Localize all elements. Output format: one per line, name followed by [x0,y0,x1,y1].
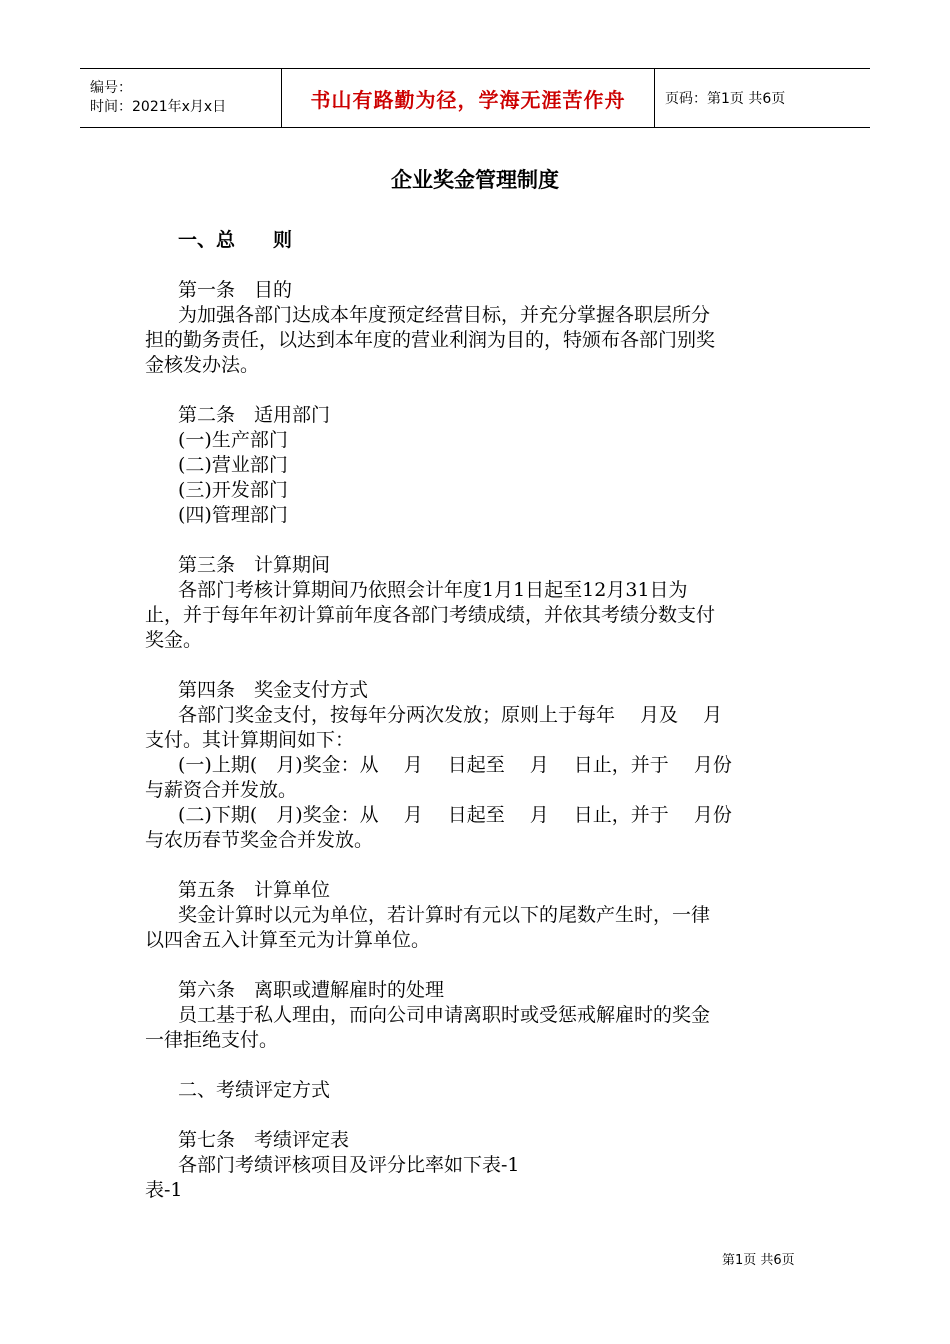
page-footer: 第1页 共6页 [722,1253,795,1268]
header-motto: 书山有路勤为径，学海无涯苦作舟 [310,87,626,112]
article-4-text: 与薪资合并发放。 [145,779,298,801]
article-7-text: 各部门考绩评核项目及评分比率如下表-1 [178,1154,520,1176]
article-6-text: 一律拒绝支付。 [145,1029,279,1051]
article-1-title: 第一条 目的 [178,279,293,301]
article-1-text: 为加强各部门达成本年度预定经营目标，并充分掌握各职层所分 [178,304,711,326]
section-heading-evaluation: 二、考绩评定方式 [178,1079,331,1101]
article-5-text: 奖金计算时以元为单位，若计算时有元以下的尾数产生时，一律 [178,904,711,926]
article-6-text: 员工基于私人理由，而向公司申请离职时或受惩戒解雇时的奖金 [178,1004,711,1026]
article-5-title: 第五条 计算单位 [178,879,331,901]
article-5-text: 以四舍五入计算至元为计算单位。 [145,929,431,951]
article-3-text: 奖金。 [145,629,203,651]
article-1-text: 担的勤务责任，以达到本年度的营业利润为目的，特颁布各部门别奖 [145,329,716,351]
document-time-label: 时间：2021年x月x日 [90,99,227,115]
article-3-title: 第三条 计算期间 [178,554,331,576]
document-body [145,228,813,1203]
document-number-label: 编号： [90,80,132,96]
list-item: (一)生产部门 [178,429,288,451]
article-2-title: 第二条 适用部门 [178,404,331,426]
article-4-text: 与农历春节奖金合并发放。 [145,829,374,851]
header-motto-cell [282,69,655,127]
section-heading-general: 一、总 则 [178,229,293,251]
article-4-text: (二)下期( 月)奖金：从 月 日起至 月 日止，并于 月份 [178,804,732,826]
article-4-text: 支付。其计算期间如下： [145,729,355,751]
header-meta [80,69,282,127]
article-4-text: 各部门奖金支付，按每年分两次发放；原则上于每年 月及 月 [178,704,723,726]
table-caption: 表-1 [145,1179,183,1201]
article-1-text: 金核发办法。 [145,354,260,376]
list-item: (二)营业部门 [178,454,288,476]
list-item: (三)开发部门 [178,479,288,501]
page-header [80,68,870,128]
list-item: (四)管理部门 [178,504,288,526]
article-4-text: (一)上期( 月)奖金：从 月 日起至 月 日止，并于 月份 [178,754,732,776]
article-3-text: 各部门考核计算期间乃依照会计年度1月1日起至12月31日为 [178,579,688,601]
article-7-title: 第七条 考绩评定表 [178,1129,350,1151]
document-title: 企业奖金管理制度 [391,168,559,192]
header-page-number: 页码：第1页 共6页 [665,91,786,107]
article-4-title: 第四条 奖金支付方式 [178,679,369,701]
article-3-text: 止，并于每年年初计算前年度各部门考绩成绩，并依其考绩分数支付 [145,604,716,626]
article-6-title: 第六条 离职或遭解雇时的处理 [178,979,445,1001]
